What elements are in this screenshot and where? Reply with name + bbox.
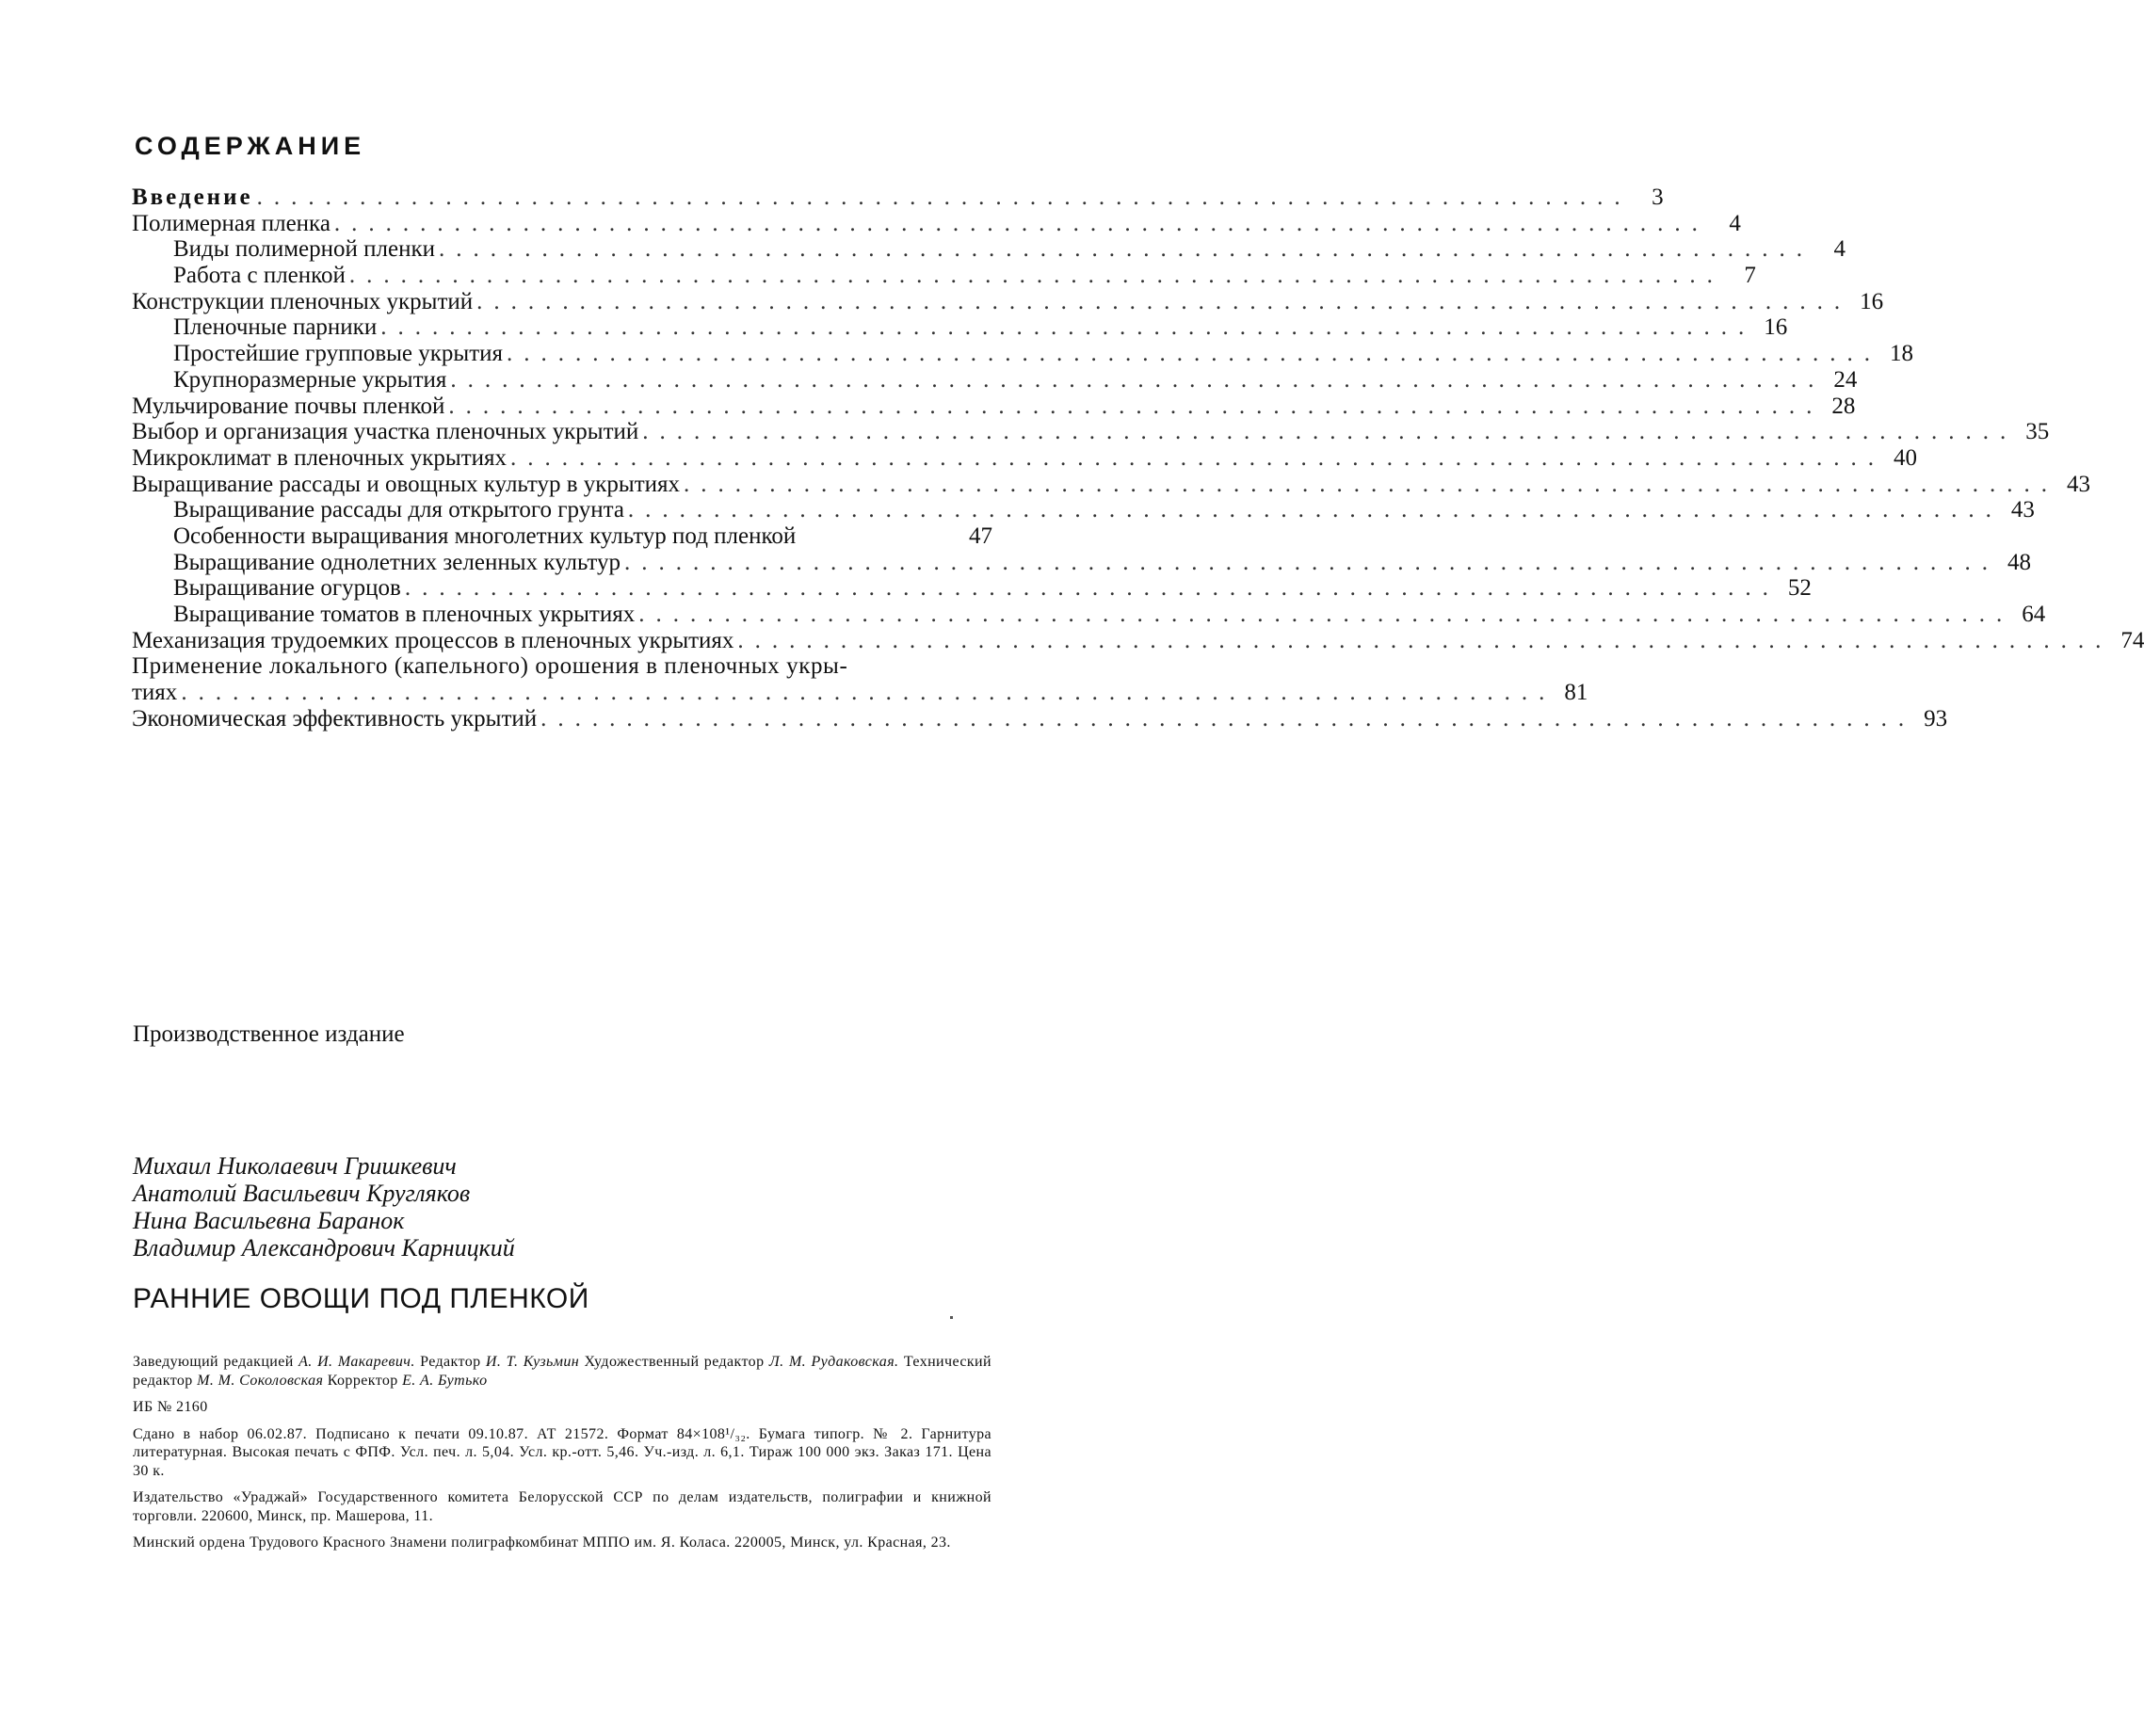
- toc-leader-dots: ................................................................................: [737, 627, 2113, 653]
- toc-entry-page: 28: [1831, 393, 1856, 419]
- toc-entry-page: 24: [1833, 366, 1858, 393]
- toc-entry: [132, 210, 1741, 237]
- toc-entry-label: Применение локального (капельного) орошения в пленочных укры-: [132, 653, 848, 680]
- toc-entry-label: Виды полимерной пленки: [173, 236, 436, 263]
- toc-entry-page: 74: [2120, 627, 2144, 653]
- toc-entry: [132, 236, 1846, 263]
- book-title: РАННИЕ ОВОЩИ ПОД ПЛЕНКОЙ: [133, 1283, 589, 1314]
- toc-entry: [132, 444, 1918, 472]
- toc-leader-dots: ................................................................................: [627, 497, 2003, 523]
- toc-entry-label: Выращивание рассады для открытого грунта: [173, 497, 624, 523]
- toc-entry: [132, 602, 2046, 628]
- toc-entry-label: Крупноразмерные укрытия: [173, 366, 447, 393]
- toc-entry: [132, 314, 1788, 341]
- toc-leader-dots: ................................................................................: [439, 236, 1814, 263]
- printer-info: Минский ордена Трудового Красного Знамени полиграфкомбинат МППО им. Я. Коласа. 220005, Минск, ул. Красная, 23.: [133, 1535, 951, 1551]
- ib-number: ИБ № 2160: [133, 1399, 208, 1415]
- print-details: Сдано в набор 06.02.87. Подписано к печати 09.10.87. АТ 21572. Формат 84×108¹/₃₂. Бумага типогр. № 2. Гарнитура литературная. Высокая печать с ФПФ. Усл. печ. л. 5,04. Усл. кр.-отт. 5,46. Уч.-изд. л. 6,1. Тираж 100 000 экз. Заказ 171. Цена 30 к.: [133, 1425, 991, 1479]
- toc-entry: [132, 471, 2091, 498]
- toc-entry-page: 7: [1744, 263, 1756, 289]
- toc-entry-page: 43: [2067, 471, 2091, 497]
- toc-leader-dots: ................................................................................: [348, 263, 1724, 289]
- toc-leader-dots: ................................................................................: [476, 288, 1852, 314]
- toc-entry-label: Выращивание томатов в пленочных укрытиях: [173, 602, 636, 627]
- toc-leader-dots: ................................................................................: [256, 185, 1632, 210]
- toc-entry: [132, 419, 2050, 445]
- toc-entry-page: 93: [1924, 705, 1948, 731]
- toc-entry: [132, 288, 1884, 315]
- staff-name: А. И. Макаревич.: [298, 1354, 415, 1370]
- toc-leader-dots: ................................................................................: [380, 314, 1756, 341]
- author-name: Владимир Александрович Карницкий: [133, 1234, 515, 1262]
- toc-leader-dots: ................................................................................: [450, 366, 1826, 393]
- toc-entry-page: 48: [2007, 549, 2031, 575]
- toc-entry-page: 16: [1860, 288, 1884, 314]
- toc-leader-dots: ................................................................................: [404, 575, 1780, 602]
- toc-entry-label: Механизация трудоемких процессов в пленочных укрытиях: [132, 627, 734, 653]
- toc-entry-label: Мульчирование почвы пленкой: [132, 393, 445, 419]
- toc-entry-label: Пленочные парники: [173, 314, 378, 341]
- author-name: Нина Васильевна Баранок: [133, 1207, 405, 1234]
- edition-type: Производственное издание: [133, 1021, 405, 1047]
- toc-leader-dots: ................................................................................: [624, 549, 1999, 575]
- toc-entry-label: Введение: [132, 185, 253, 210]
- toc-entry: [132, 549, 2031, 576]
- staff-label: Художественный редактор: [584, 1354, 765, 1370]
- staff-name: Л. М. Рудаковская.: [768, 1354, 899, 1370]
- print-speck: [950, 1316, 953, 1319]
- toc-entry: [132, 185, 1664, 211]
- toc-entry: [132, 627, 2144, 654]
- toc-entry-page: 64: [2022, 602, 2046, 627]
- staff-label: Корректор: [327, 1372, 398, 1389]
- toc-entry-label: Выращивание однолетних зеленных культур: [173, 549, 621, 575]
- staff-label: Заведующий редакцией: [133, 1354, 294, 1370]
- toc-entry-page: 16: [1764, 314, 1788, 341]
- toc-entry-label: Выращивание рассады и овощных культур в укрытиях: [132, 471, 681, 497]
- toc-entry: [132, 393, 1856, 420]
- authors-list: [133, 1152, 515, 1262]
- colophon: [133, 1353, 991, 1561]
- staff-credits: [133, 1353, 991, 1390]
- toc-entry-page: 35: [2025, 419, 2050, 445]
- toc-entry-label: Выбор и организация участка пленочных укрытий: [132, 419, 639, 445]
- toc-entry-page: 4: [1833, 236, 1846, 263]
- toc-entry-page: 43: [2010, 497, 2035, 523]
- toc-leader-dots: ................................................................................: [333, 210, 1709, 236]
- toc-entry: [132, 263, 1756, 289]
- author-name: Анатолий Васильевич Кругляков: [133, 1180, 471, 1207]
- toc-entry: [132, 653, 992, 680]
- toc-entry: [132, 366, 1858, 394]
- toc-entry-label: Микроклимат в пленочных укрытиях: [132, 444, 508, 471]
- toc-entry-page: 47: [969, 522, 992, 549]
- toc-entry: [132, 523, 992, 550]
- table-of-contents: [132, 185, 2144, 731]
- staff-name: М. М. Соколовская: [197, 1372, 324, 1389]
- toc-entry-page: 4: [1729, 210, 1741, 236]
- toc-entry-label: Работа с пленкой: [173, 263, 346, 289]
- toc-leader-dots: ................................................................................: [642, 419, 2018, 445]
- toc-leader-dots: ................................................................................: [510, 444, 1886, 471]
- toc-entry-page: 52: [1787, 575, 1812, 602]
- toc-entry-page: 18: [1890, 341, 1914, 367]
- toc-entry-label: Простейшие групповые укрытия: [173, 341, 504, 367]
- toc-entry: [132, 680, 1588, 706]
- toc-entry-label: Особенности выращивания многолетних культур под пленкой: [173, 522, 797, 549]
- staff-name: И. Т. Кузьмин: [485, 1354, 580, 1370]
- toc-entry: [132, 341, 1914, 367]
- toc-entry-page: 40: [1894, 444, 1918, 471]
- publisher-info: Издательство «Ураджай» Государственного комитета Белорусской ССР по делам издательств, полиграфии и книжной торговли. 220600, Минск, пр. Машерова, 11.: [133, 1489, 991, 1524]
- toc-entry: [132, 497, 2035, 523]
- toc-leader-dots: ................................................................................: [181, 680, 1556, 706]
- toc-title: СОДЕРЖАНИЕ: [135, 132, 366, 160]
- toc-entry-label: Выращивание огурцов: [173, 575, 401, 602]
- toc-entry-page: 3: [1652, 185, 1664, 210]
- staff-label: Технический редактор: [133, 1354, 991, 1389]
- toc-leader-dots: ................................................................................: [684, 471, 2059, 497]
- toc-entry: [132, 705, 1948, 732]
- toc-entry-page: 81: [1564, 680, 1588, 706]
- toc-entry: [132, 575, 1812, 602]
- toc-leader-dots: ................................................................................: [540, 705, 1916, 731]
- toc-entry-label: Экономическая эффективность укрытий: [132, 705, 538, 731]
- toc-entry-label: Конструкции пленочных укрытий: [132, 288, 474, 314]
- staff-label: Редактор: [420, 1354, 481, 1370]
- toc-leader-dots: ................................................................................: [638, 602, 2014, 627]
- toc-leader-dots: ................................................................................: [507, 341, 1882, 367]
- toc-entry-label: тиях: [132, 680, 178, 706]
- toc-leader-dots: ................................................................................: [448, 393, 1824, 419]
- toc-entry-label: Полимерная пленка: [132, 210, 330, 236]
- staff-name: Е. А. Бутько: [402, 1372, 488, 1389]
- author-name: Михаил Николаевич Гришкевич: [133, 1152, 457, 1180]
